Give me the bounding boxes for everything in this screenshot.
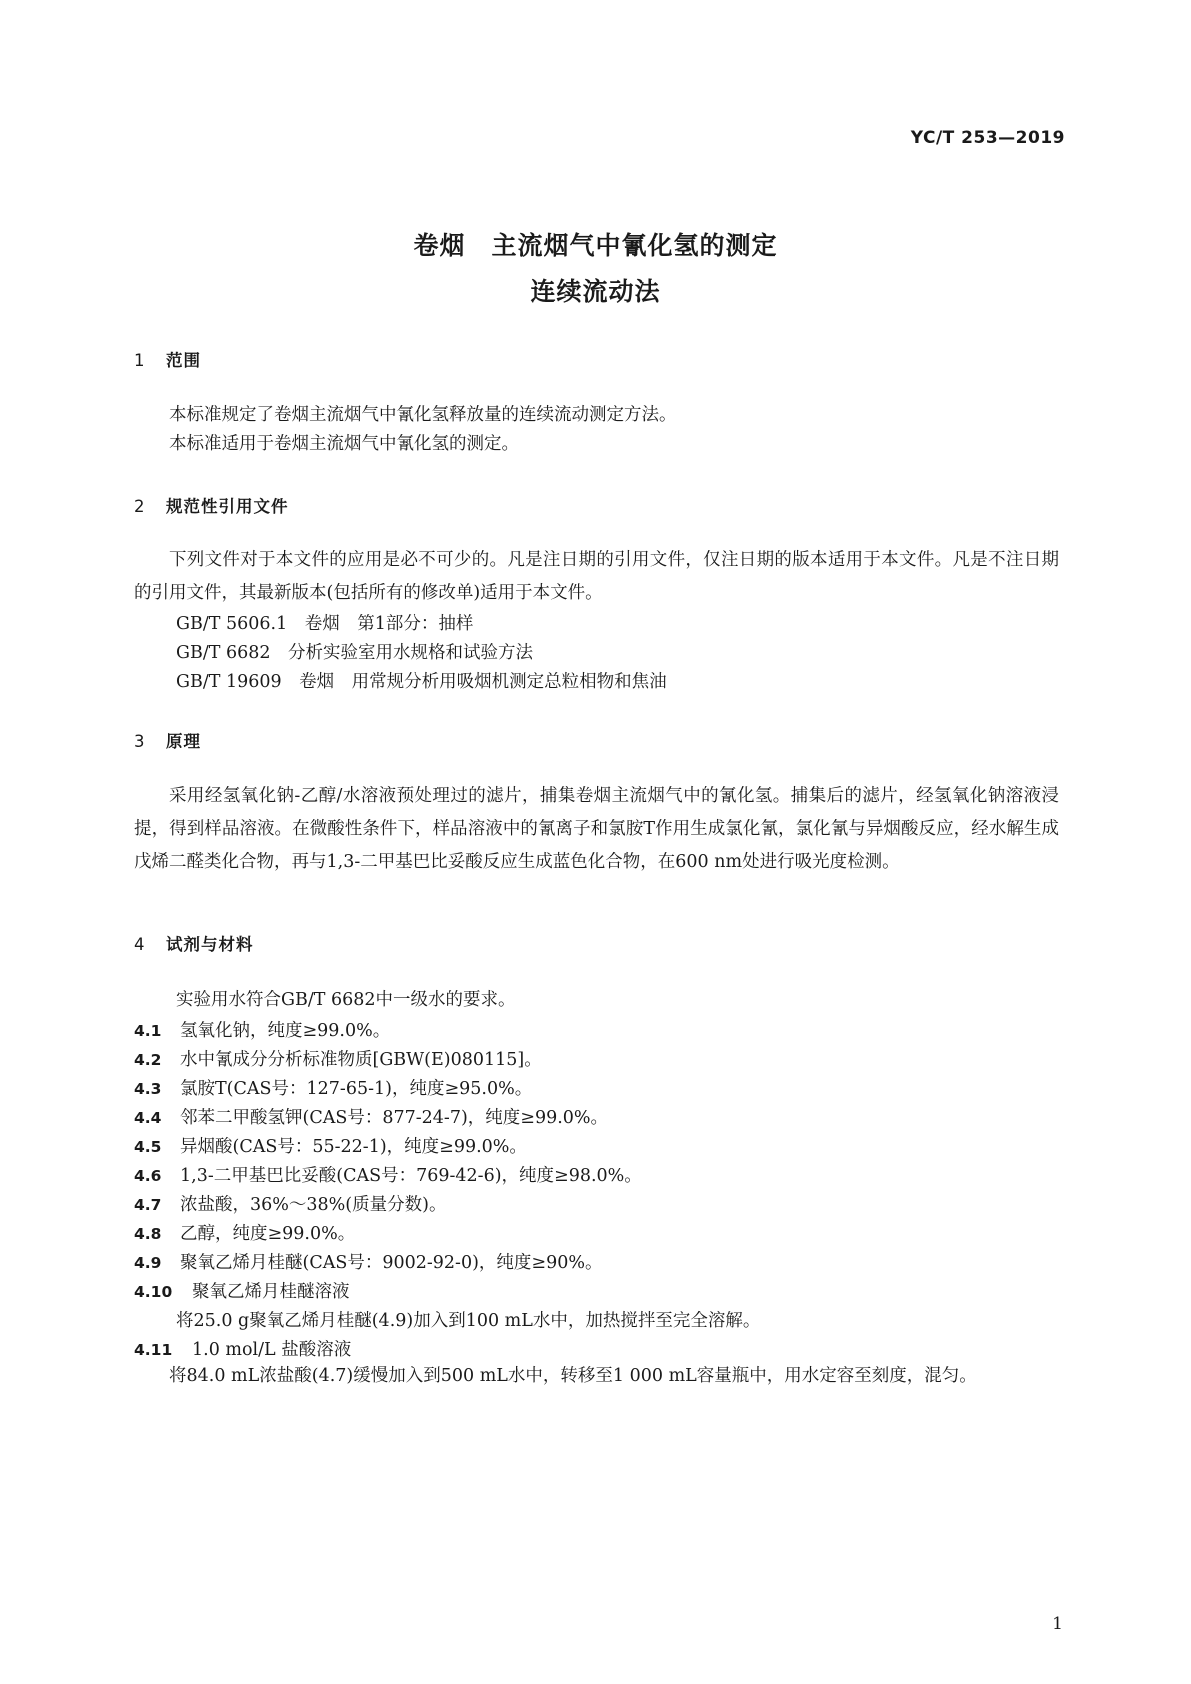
list-item: [134, 1249, 603, 1274]
item-text: 氢氧化钠，纯度≥99.0%。: [180, 1021, 391, 1041]
section-title: 范围: [166, 351, 201, 370]
reference-item: GB/T 19609 卷烟 用常规分析用吸烟机测定总粒相物和焦油: [176, 672, 667, 692]
item-number: 4.9: [134, 1254, 162, 1272]
list-item: [134, 1075, 532, 1100]
list-item: [134, 1162, 642, 1187]
reference-item: GB/T 5606.1 卷烟 第1部分：抽样: [176, 614, 474, 634]
paragraph: 将84.0 mL浓盐酸(4.7)缓慢加入到500 mL水中，转移至1 000 mL容量瓶中，用水定容至刻度，混匀。: [169, 1366, 977, 1386]
item-number: 4.6: [134, 1167, 162, 1185]
standard-code: YC/T 253—2019: [910, 128, 1065, 148]
list-item: [134, 1104, 608, 1129]
list-item: [134, 1191, 446, 1216]
item-number: 4.11: [134, 1341, 173, 1359]
item-number: 4.7: [134, 1196, 162, 1214]
item-number: 4.4: [134, 1109, 162, 1127]
item-text: 1.0 mol/L 盐酸溶液: [192, 1340, 352, 1360]
section-number: 3: [134, 732, 146, 751]
item-text: 邻苯二甲酸氢钾(CAS号：877-24-7)，纯度≥99.0%。: [180, 1108, 609, 1128]
item-number: 4.5: [134, 1138, 162, 1156]
section-number: 4: [134, 935, 146, 954]
section-number: 1: [134, 351, 146, 370]
item-number: 4.8: [134, 1225, 162, 1243]
section-1-heading: [134, 347, 201, 371]
paragraph: 将25.0 g聚氧乙烯月桂醚(4.9)加入到100 mL水中，加热搅拌至完全溶解。: [176, 1311, 761, 1331]
list-item: [134, 1278, 350, 1303]
item-number: 4.1: [134, 1022, 162, 1040]
list-item: [134, 1046, 542, 1071]
list-item: [134, 1017, 390, 1042]
document-title: 卷烟 主流烟气中氰化氢的测定: [413, 231, 778, 260]
document-subtitle: 连续流动法: [530, 277, 661, 306]
list-item: [134, 1336, 351, 1361]
paragraph: 实验用水符合GB/T 6682中一级水的要求。: [176, 990, 516, 1010]
list-item: [134, 1220, 355, 1245]
section-3-heading: [134, 728, 201, 752]
section-title: 原理: [166, 732, 201, 751]
list-item: [134, 1133, 527, 1158]
item-text: 氯胺T(CAS号：127-65-1)，纯度≥95.0%。: [180, 1079, 533, 1099]
paragraph: 下列文件对于本文件的应用是必不可少的。凡是注日期的引用文件，仅注日期的版本适用于本文件。凡是不注日期的引用文件，其最新版本(包括所有的修改单)适用于本文件。: [134, 550, 1059, 603]
section-number: 2: [134, 497, 146, 516]
item-number: 4.10: [134, 1283, 173, 1301]
item-text: 聚氧乙烯月桂醚溶液: [192, 1282, 350, 1302]
item-text: 乙醇，纯度≥99.0%。: [180, 1224, 356, 1244]
paragraph: 本标准规定了卷烟主流烟气中氰化氢释放量的连续流动测定方法。: [169, 405, 677, 425]
item-number: 4.3: [134, 1080, 162, 1098]
section-2-heading: [134, 493, 289, 517]
item-text: 异烟酸(CAS号：55-22-1)，纯度≥99.0%。: [180, 1137, 527, 1157]
item-text: 聚氧乙烯月桂醚(CAS号：9002-92-0)，纯度≥90%。: [180, 1253, 603, 1273]
item-text: 1,3-二甲基巴比妥酸(CAS号：769-42-6)，纯度≥98.0%。: [180, 1166, 642, 1186]
item-text: 水中氰成分分析标准物质[GBW(E)080115]。: [180, 1050, 542, 1070]
section-4-heading: [134, 931, 254, 955]
paragraph: 本标准适用于卷烟主流烟气中氰化氢的测定。: [169, 434, 519, 454]
item-number: 4.2: [134, 1051, 162, 1069]
page-number: 1: [1052, 1614, 1063, 1634]
section-title: 规范性引用文件: [166, 497, 289, 516]
section-title: 试剂与材料: [166, 935, 254, 954]
paragraph: 采用经氢氧化钠-乙醇/水溶液预处理过的滤片，捕集卷烟主流烟气中的氰化氢。捕集后的滤片，经氢氧化钠溶液浸提，得到样品溶液。在微酸性条件下，样品溶液中的氰离子和氯胺T作用生成氯化氰，氯化氰与异烟酸反应，经水解生成戊烯二醛类化合物，再与1,3-二甲基巴比妥酸反应生成蓝色化合物，在600 nm处进行吸光度检测。: [134, 786, 1059, 872]
reference-item: GB/T 6682 分析实验室用水规格和试验方法: [176, 643, 534, 663]
item-text: 浓盐酸，36%～38%(质量分数)。: [180, 1195, 447, 1215]
